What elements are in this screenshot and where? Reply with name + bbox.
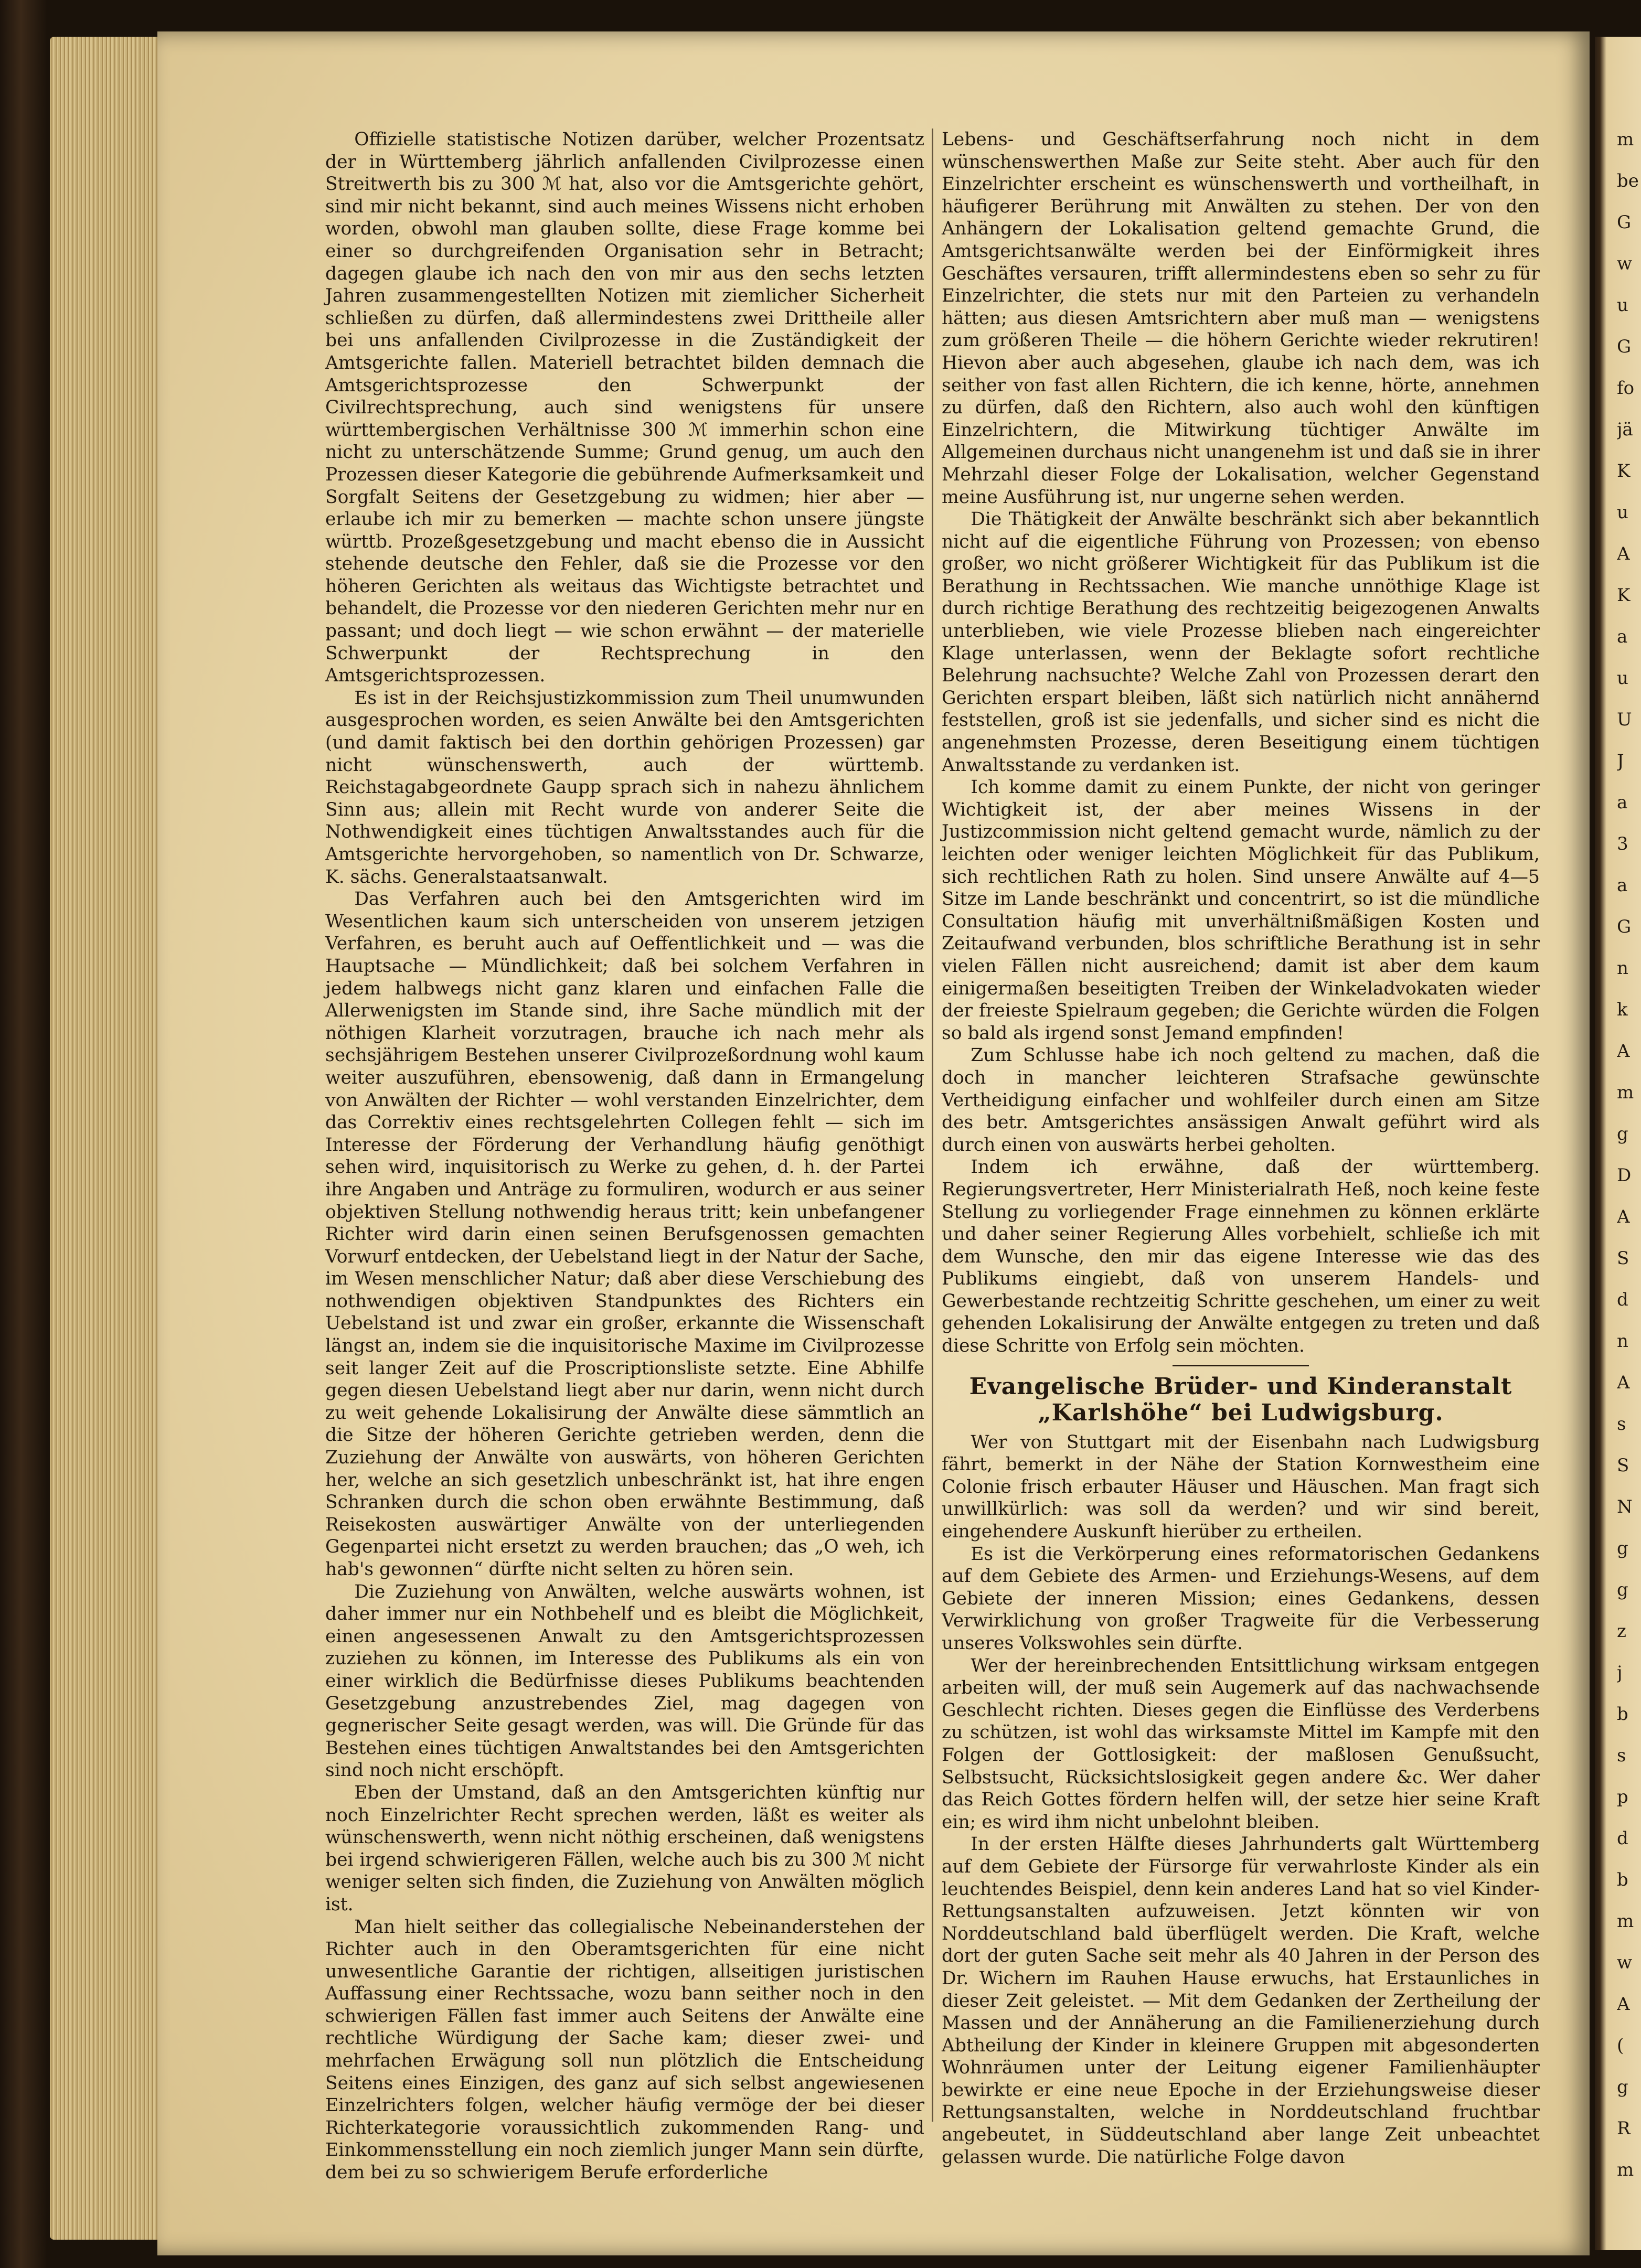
next-page-fragment: J bbox=[1617, 751, 1624, 772]
next-page-fragment: S bbox=[1617, 1248, 1629, 1269]
next-page-fragment: g bbox=[1617, 1579, 1628, 1600]
next-page-fragment: fo bbox=[1617, 378, 1635, 399]
next-page-fragment: G bbox=[1617, 916, 1632, 937]
next-page-fragment: 3 bbox=[1617, 833, 1628, 854]
paragraph: Man hielt seither das collegialische Nebeinanderstehen der Richter auch in den Oberamtsgerichten für eine nicht unwesentliche Garantie der richtigen, allseitigen juristischen Auffassung einer Rechtssache, wozu bann seither noch in den schwierigen Fällen fast immer auch Seitens der Anwälte eine rechtliche Würdigung der Sache kam; dieser zwei- und mehrfachen Erwägung soll nun plötzlich die Entscheidung Seitens eines Einzigen, des ganz auf sich selbst angewiesenen Einzelrichters folgen, welcher häufig vermöge der bei dieser Richterkategorie voraussichtlich zukommenden Rang- und Einkommensstellung ein noch ziemlich junger Mann sein dürfte, dem bei zu so schwierigem Berufe erforderliche bbox=[325, 1916, 924, 2184]
paragraph: Das Verfahren auch bei den Amtsgerichten wird im Wesentlichen kaum sich unterscheiden von unserem jetzigen Verfahren, es beruht auch auf Oeffentlichkeit und — was die Hauptsache — Mündlichkeit; daß bei solchem Verfahren in jedem halbwegs nicht ganz klaren und einfachen Falle die Allerwenigsten im Stande sind, ihre Sache mündlich mit der nöthigen Klarheit vorzutragen, brauche ich nach mehr als sechsjährigem Bestehen unserer Civilprozeßordnung wohl kaum weiter auszuführen, ebensowenig, daß dann in Ermangelung von Anwälten der Richter — wohl verstanden Einzelrichter, dem das Correktiv eines rechtsgelehrten Collegen fehlt — sich im Interesse der Förderung der Verhandlung häufig genöthigt sehen wird, inquisitorisch zu Werke zu gehen, d. h. der Partei ihre Angaben und Anträge zu formuliren, wodurch er aus seiner objektiven Stellung nothwendig heraus tritt; kein unbefangener Richter wird darin einen seinen Berufsgenossen gemachten Vorwurf entdecken, der Uebelstand liegt in der Natur der Sache, im Wesen menschlicher Natur; daß aber diese Verschiebung des nothwendigen objektiven Standpunktes des Richters ein Uebelstand ist und zwar ein großer, erkannte die Wissenschaft längst an, indem sie die inquisitorische Maxime im Civilprozesse seit langer Zeit auf die Proscriptionsliste setzte. Eine Abhilfe gegen diesen Uebelstand liegt aber nur darin, wenn nicht durch zu weit gehende Lokalisirung der Anwälte diese sämmtlich an die Sitze der höheren Gerichte getrieben werden, denn die Zuziehung der Anwälte von auswärts, von höheren Gerichten her, welche an sich gesetzlich unbeschränkt ist, hat ihre engen Schranken durch die schon oben erwähnte Bestimmung, daß Reisekosten auswärtiger Anwälte von der unterliegenden Gegenpartei nicht ersetzt zu werden brauchen; das „O weh, ich hab's gewonnen“ dürfte nicht selten zu hören sein. bbox=[325, 889, 924, 1580]
next-page-fragment: A bbox=[1617, 1372, 1630, 1393]
paragraph: Indem ich erwähne, daß der württemberg. Regierungsvertreter, Herr Ministerialrath Heß, noch keine feste Stellung zu vorliegender Frage einnehmen zu können erklärte und daher seiner Regierung Alles vorbehielt, schließe ich mit dem Wunsche, den mir das eigene Interesse wie das des Publikums eingiebt, daß von unserem Handels- und Gewerbestande rechtzeitig Schritte geschehen, um einer zu weit gehenden Lokalisirung der Anwälte entgegen zu treten und daß diese Schritte von Erfolg sein möchten. bbox=[942, 1157, 1540, 1357]
next-page-fragment: A bbox=[1617, 543, 1630, 564]
paragraph: Die Thätigkeit der Anwälte beschränkt sich aber bekanntlich nicht auf die eigentliche Führung von Prozessen; von ebenso großer, wo nicht größerer Wichtigkeit für das Publikum ist die Berathung in Rechtssachen. Wie manche unnöthige Klage ist durch richtige Berathung des rechtzeitig beigezogenen Anwalts unterblieben, wie viele Prozesse blieben nach eingereichter Klage unterlassen, wenn der Beklagte sofort rechtliche Belehrung nachsuchte? Welche Zahl von Prozessen derart den Gerichten erspart bleiben, läßt sich natürlich nicht annähernd feststellen, groß ist sie jedenfalls, und sicher sind es nicht die angenehmsten Prozesse, deren Beseitigung einem tüchtigen Anwaltsstande zu verdanken ist. bbox=[942, 509, 1540, 776]
paragraph: Eben der Umstand, daß an den Amtsgerichten künftig nur noch Einzelrichter Recht sprechen werden, läßt es weiter als wünschenswerth, wenn nicht nöthig erscheinen, daß wenigstens bei irgend schwierigeren Fällen, welche auch bis zu 300 ℳ nicht weniger selten sich finden, die Zuziehung von Anwälten möglich ist. bbox=[325, 1782, 924, 1915]
right-column bbox=[942, 129, 1540, 2168]
next-page-fragment: j bbox=[1617, 1662, 1623, 1683]
next-page-fragment: S bbox=[1617, 1455, 1629, 1476]
next-page-fragment: s bbox=[1617, 1414, 1626, 1435]
next-page-fragment: R bbox=[1617, 2118, 1631, 2139]
column-divider bbox=[932, 129, 933, 2122]
next-page-fragment: g bbox=[1617, 1538, 1628, 1559]
paragraph: Es ist in der Reichsjustizkommission zum Theil unumwunden ausgesprochen worden, es seien Anwälte bei den Amtsgerichten (und damit faktisch bei den dorthin gehörigen Prozessen) gar nicht wünschenswerth, auch der württemb. Reichstagabgeordnete Gaupp sprach sich in nahezu ähnlichem Sinn aus; allein mit Recht wurde von anderer Seite die Nothwendigkeit eines tüchtigen Anwaltsstandes auch für die Amtsgerichte hervorgehoben, so namentlich von Dr. Schwarze, K. sächs. Generalstaatsanwalt. bbox=[325, 687, 924, 887]
next-page-fragment: u bbox=[1617, 502, 1628, 523]
next-page-fragment: n bbox=[1617, 1331, 1628, 1352]
next-page-fragment: k bbox=[1617, 999, 1628, 1020]
article-heading: Evangelische Brüder- und Kinderanstalt „Karlshöhe“ bei Ludwigsburg. bbox=[969, 1373, 1512, 1426]
paragraph: Es ist die Verkörperung eines reformatorischen Gedankens auf dem Gebiete des Armen- und Erziehungs-Wesens, auf dem Gebiete der inneren Mission; eines Gedankens, dessen Verwirklichung von großer Tragweite für die Verbesserung unseres Volkswohles sein dürfte. bbox=[942, 1543, 1540, 1654]
next-page-fragment: a bbox=[1617, 792, 1628, 813]
next-page-fragment: N bbox=[1617, 1496, 1633, 1517]
next-page-fragment: b bbox=[1617, 1704, 1628, 1725]
next-page-fragment: d bbox=[1617, 1289, 1628, 1310]
paragraph: Lebens- und Geschäftserfahrung noch nicht in dem wünschenswerthen Maße zur Seite steht. Aber auch für den Einzelrichter erscheint es wünschenswerth und vortheilhaft, in häufigerer Berührung mit Anwälten zu stehen. Der von den Anhängern der Lokalisation geltend gemachte Grund, die Amtsgerichtsanwälte werden bei der Einförmigkeit ihres Geschäftes versauren, trifft allermindestens eben so sehr zu für Einzelrichter, die stets nur mit den Parteien zu verhandeln hätten; aus diesen Amtsrichtern aber muß man — wenigstens zum größeren Theile — die höhern Gerichte wieder rekrutiren! Hievon aber auch abgesehen, glaube ich nach dem, was ich seither von fast allen Richtern, die ich kenne, hörte, annehmen zu dürfen, daß den Richtern, also auch wohl den künftigen Einzelrichtern, die Mitwirkung tüchtiger Anwälte im Allgemeinen durchaus nicht unangenehm ist und daß sie in ihrer Mehrzahl dieser Folge der Lokalisation, welcher Gegenstand meine Ausführung ist, nur ungerne sehen werden. bbox=[942, 129, 1540, 508]
next-page-fragment: m bbox=[1617, 129, 1634, 150]
next-page-fragment: G bbox=[1617, 212, 1632, 233]
next-page-fragment: b bbox=[1617, 1869, 1628, 1890]
next-page-fragment: w bbox=[1617, 253, 1633, 274]
left-column bbox=[325, 129, 924, 2184]
paragraph: Ich komme damit zu einem Punkte, der nicht von geringer Wichtigkeit ist, der aber meines Wissens in der Justizcommission nicht geltend gemacht wurde, nämlich zu der leichten oder weniger leichten Möglichkeit für das Publikum, sich rechtlichen Rath zu holen. Sind unsere Anwälte auf 4—5 Sitze im Lande beschränkt und concentrirt, so ist die mündliche Consultation häufig mit unverhältnißmäßigen Kosten und Zeitaufwand verbunden, blos schriftliche Berathung ist in sehr vielen Fällen nicht ausreichend; damit ist aber dem kaum einigermaßen beseitigten Treiben der Winkeladvokaten wieder der freieste Spielraum gegeben; die Gerichte würden die Folgen so bald als irgend sonst Jemand empfinden! bbox=[942, 777, 1540, 1044]
next-page-fragment: m bbox=[1617, 2159, 1634, 2180]
next-page-fragment: jä bbox=[1617, 419, 1633, 440]
paragraph: In der ersten Hälfte dieses Jahrhunderts galt Württemberg auf dem Gebiete der Fürsorge für verwahrloste Kinder als ein leuchtendes Beispiel, denn kein anderes Land hat so viel Kinder-Rettungsanstalten aufzuweisen. Jetzt könnten wir von Norddeutschland bald überflügelt werden. Die Kraft, welche dort der guten Sache seit mehr als 40 Jahren in der Person des Dr. Wichern im Rauhen Hause erwuchs, hat Erstaunliches in dieser Zeit geleistet. — Mit dem Gedanken der Zertheilung der Massen und der Annäherung an die Familienerziehung durch Abtheilung der Kinder in kleinere Gruppen mit abgesonderten Wohnräumen unter der Leitung eigener Familienhäupter bewirkte er eine neue Epoche in der Erziehungsweise dieser Rettungsanstalten, welche in Norddeutschland fruchtbar angebeutet, in Süddeutschland aber lange Zeit unbeachtet gelassen wurde. Die natürliche Folge davon bbox=[942, 1834, 1540, 2168]
next-page-fragment: G bbox=[1617, 336, 1632, 357]
next-page-fragment: a bbox=[1617, 875, 1628, 896]
next-page-fragment: U bbox=[1617, 709, 1632, 730]
next-page-fragment: A bbox=[1617, 1206, 1630, 1227]
next-page-fragment: n bbox=[1617, 958, 1628, 979]
paragraph: Wer der hereinbrechenden Entsittlichung wirksam entgegen arbeiten will, der muß sein Augemerk auf das nachwachsende Geschlecht richten. Dieses gegen die Einflüsse des Verderbens zu schützen, ist wohl das wirksamste Mittel im Kampfe mit den Folgen der Gottlosigkeit: der maßlosen Genußsucht, Selbstsucht, Rücksichtslosigkeit gegen andere &c. Wer daher das Reich Gottes fördern helfen will, der setze hier seine Kraft ein; es wird ihm nicht unbelohnt bleiben. bbox=[942, 1655, 1540, 1833]
next-page-fragment: s bbox=[1617, 1745, 1626, 1766]
next-page-fragment: K bbox=[1617, 585, 1631, 606]
next-page-fragment: u bbox=[1617, 668, 1628, 689]
next-page-fragment: m bbox=[1617, 1911, 1634, 1932]
paragraph: Wer von Stuttgart mit der Eisenbahn nach Ludwigsburg fährt, bemerkt in der Nähe der Station Kornwestheim eine Colonie frisch erbauter Häuser und Häuschen. Man fragt sich unwillkürlich: was soll da werden? und wir sind bereit, eingehendere Auskunft hierüber zu ertheilen. bbox=[942, 1431, 1540, 1543]
next-page-fragment: p bbox=[1617, 1786, 1628, 1807]
next-page-fragment: m bbox=[1617, 1082, 1634, 1103]
next-page-fragment: A bbox=[1617, 1041, 1630, 1062]
paragraph: Offizielle statistische Notizen darüber, welcher Prozentsatz der in Württemberg jährlich anfallenden Civilprozesse einen Streitwerth bis zu 300 ℳ hat, also vor die Amtsgerichte gehört, sind mir nicht bekannt, sind auch meines Wissens nicht erhoben worden, obwohl man glauben sollte, diese Frage komme bei einer so durchgreifenden Organisation sehr in Betracht; dagegen glaube ich nach den von mir aus den sechs letzten Jahren zusammengestellten Notizen mit ziemlicher Sicherheit schließen zu dürfen, daß allermindestens zwei Drittheile aller bei uns anfallenden Civilprozesse in die Zuständigkeit der Amtsgerichte fallen. Materiell betrachtet bilden demnach die Amtsgerichtsprozesse den Schwerpunkt der Civilrechtsprechung, auch sind wenigstens für unsere württembergischen Verhältnisse 300 ℳ immerhin schon eine nicht zu unterschätzende Summe; Grund genug, um auch den Prozessen dieser Kategorie die gebührende Aufmerksamkeit und Sorgfalt Seitens der Gesetzgebung zu widmen; hier aber — erlaube ich mir zu bemerken — machte schon unsere jüngste württb. Prozeßgesetzgebung und macht ebenso die in Aussicht stehende deutsche den Fehler, daß sie die Prozesse vor den höheren Gerichten als weitaus das Wichtigste betrachtet und behandelt, die Prozesse vor den niederen Gerichten mehr nur en passant; und doch liegt — wie schon erwähnt — der materielle Schwerpunkt der Rechtsprechung in den Amtsgerichtsprozessen. bbox=[325, 129, 924, 687]
next-page-fragment: u bbox=[1617, 295, 1628, 316]
next-page-fragment: w bbox=[1617, 1952, 1633, 1973]
paragraph: Zum Schlusse habe ich noch geltend zu machen, daß die doch in mancher leichteren Strafsache gewünschte Vertheidigung einfacher und wohlfeiler durch einen am Sitze des betr. Amtsgerichtes ansässigen Anwalt geführt wird als durch einen von auswärts herbei geholten. bbox=[942, 1045, 1540, 1156]
next-page-fragment: d bbox=[1617, 1828, 1628, 1849]
section-separator bbox=[1173, 1365, 1309, 1366]
next-page-fragment: ( bbox=[1617, 2035, 1624, 2056]
next-page-fragment: a bbox=[1617, 626, 1628, 647]
next-page-fragment: K bbox=[1617, 461, 1631, 482]
next-page-fragment: D bbox=[1617, 1165, 1632, 1186]
next-page-fragment: be bbox=[1617, 170, 1639, 191]
next-page-fragment: g bbox=[1617, 1124, 1628, 1144]
next-page-fragment: A bbox=[1617, 1994, 1630, 2015]
paragraph: Die Zuziehung von Anwälten, welche auswärts wohnen, ist daher immer nur ein Nothbehelf und es bleibt die Möglichkeit, einen angesessenen Anwalt zu den Amtsgerichtsprozessen zuziehen zu können, im Interesse des Publikums als ein von einer wirklich die Bedürfnisse dieses Publikums beachtenden Gesetzgebung anzustrebendes Ziel, mag dagegen von gegnerischer Seite gesagt werden, was will. Die Gründe für das Bestehen eines tüchtigen Anwaltstandes bei den Amtsgerichten sind noch nicht erschöpft. bbox=[325, 1581, 924, 1781]
next-page-fragment: z bbox=[1617, 1621, 1626, 1642]
next-page-fragment: g bbox=[1617, 2077, 1628, 2098]
